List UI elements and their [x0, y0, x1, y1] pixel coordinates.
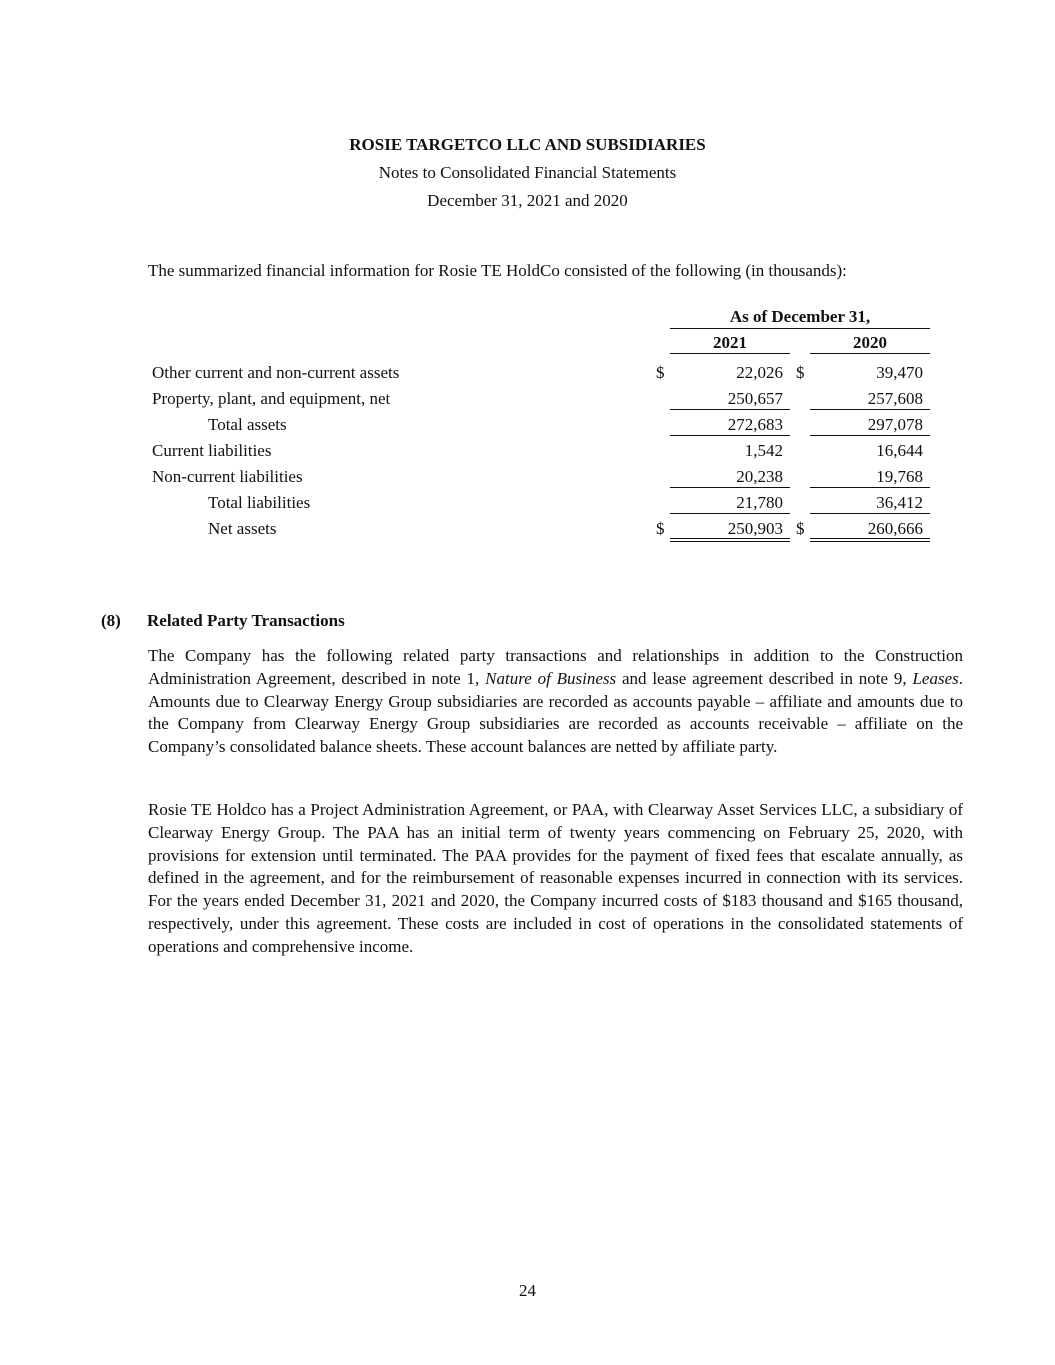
group-header: As of December 31, [729, 307, 871, 326]
company-name: ROSIE TARGETCO LLC AND SUBSIDIARIES [349, 135, 706, 154]
table-row [148, 438, 933, 464]
italic-reference: Leases [912, 668, 959, 688]
currency-symbol: $ [656, 363, 665, 382]
divider [670, 513, 790, 514]
divider [670, 409, 790, 410]
value-2021: 1,542 [744, 441, 783, 460]
section-title: Related Party Transactions [147, 611, 345, 630]
document-date: December 31, 2021 and 2020 [427, 191, 628, 210]
table-group-header-row [148, 304, 933, 330]
table-row [148, 464, 933, 490]
divider [810, 487, 930, 488]
value-2021: 250,903 [727, 519, 783, 538]
table-row-total [148, 490, 933, 516]
table-row-grand-total [148, 516, 933, 542]
divider [670, 487, 790, 488]
value-2020: 19,768 [876, 467, 923, 486]
row-label: Total assets [208, 415, 287, 434]
section-heading [101, 609, 345, 633]
intro-text: The summarized financial information for Rosie TE HoldCo consisted of the following (in thousands): [148, 261, 847, 280]
currency-symbol: $ [796, 519, 805, 538]
table-row-total [148, 412, 933, 438]
divider [670, 435, 790, 436]
value-2020: 257,608 [867, 389, 923, 408]
table-row [148, 386, 933, 412]
divider [670, 328, 930, 329]
value-2020: 260,666 [867, 519, 923, 538]
column-header-2021: 2021 [713, 333, 747, 352]
italic-reference: Nature of Business [485, 668, 617, 688]
value-2020: 16,644 [876, 441, 923, 460]
divider [810, 409, 930, 410]
double-underline [810, 538, 930, 542]
value-2021: 22,026 [736, 363, 783, 382]
value-2021: 272,683 [727, 415, 783, 434]
table-column-header-row [148, 330, 933, 356]
value-2020: 297,078 [867, 415, 923, 434]
text: . Amounts due to Clearway Energy Group subsidiaries are recorded as accounts payable – affiliate and amounts due to the Company from Clearway Energy Group subsidiaries are recorded as accounts receivable – affiliate on the Company’s consolidated balance sheets. These account balances are netted by affiliate party. [148, 668, 963, 757]
document-subtitle: Notes to Consolidated Financial Statements [378, 163, 677, 182]
page-header [0, 131, 1055, 215]
text: and lease agreement described in note 9, [616, 668, 913, 688]
currency-symbol: $ [656, 519, 665, 538]
table-row [148, 360, 933, 386]
divider [810, 435, 930, 436]
value-2021: 21,780 [736, 493, 783, 512]
text: The Company has the following related party transactions and relationships in addition to the Construction Administration Agreement, described in note 1, [148, 646, 963, 688]
row-label: Net assets [208, 519, 277, 538]
section-number: (8) [101, 611, 121, 630]
value-2020: 39,470 [876, 363, 923, 382]
divider [810, 353, 930, 354]
row-label: Non-current liabilities [152, 467, 303, 486]
value-2021: 250,657 [727, 389, 783, 408]
financial-summary-table [148, 304, 933, 542]
currency-symbol: $ [796, 363, 805, 382]
divider [810, 513, 930, 514]
double-underline [670, 538, 790, 542]
page-number: 24 [519, 1281, 536, 1300]
row-label: Property, plant, and equipment, net [152, 389, 391, 408]
paragraph-related-party [148, 645, 963, 759]
row-label: Current liabilities [152, 441, 272, 460]
paragraph-paa: Rosie TE Holdco has a Project Administration Agreement, or PAA, with Clearway Asset Services LLC, a subsidiary of Clearway Energy Group. The PAA has an initial term of twenty years commencing on February 25, 2020, with provisions for extension until terminated. The PAA provides for the payment of fixed fees that escalate annually, as defined in the agreement, and for the reimbursement of reasonable expenses incurred in connection with its services. For the years ended December 31, 2021 and 2020, the Company incurred costs of $183 thousand and $165 thousand, respectively, under this agreement. These costs are included in cost of operations in the consolidated statements of operations and comprehensive income. [148, 800, 963, 956]
value-2020: 36,412 [876, 493, 923, 512]
row-label: Other current and non-current assets [152, 363, 400, 382]
column-header-2020: 2020 [853, 333, 887, 352]
row-label: Total liabilities [208, 493, 311, 512]
value-2021: 20,238 [736, 467, 783, 486]
divider [670, 353, 790, 354]
